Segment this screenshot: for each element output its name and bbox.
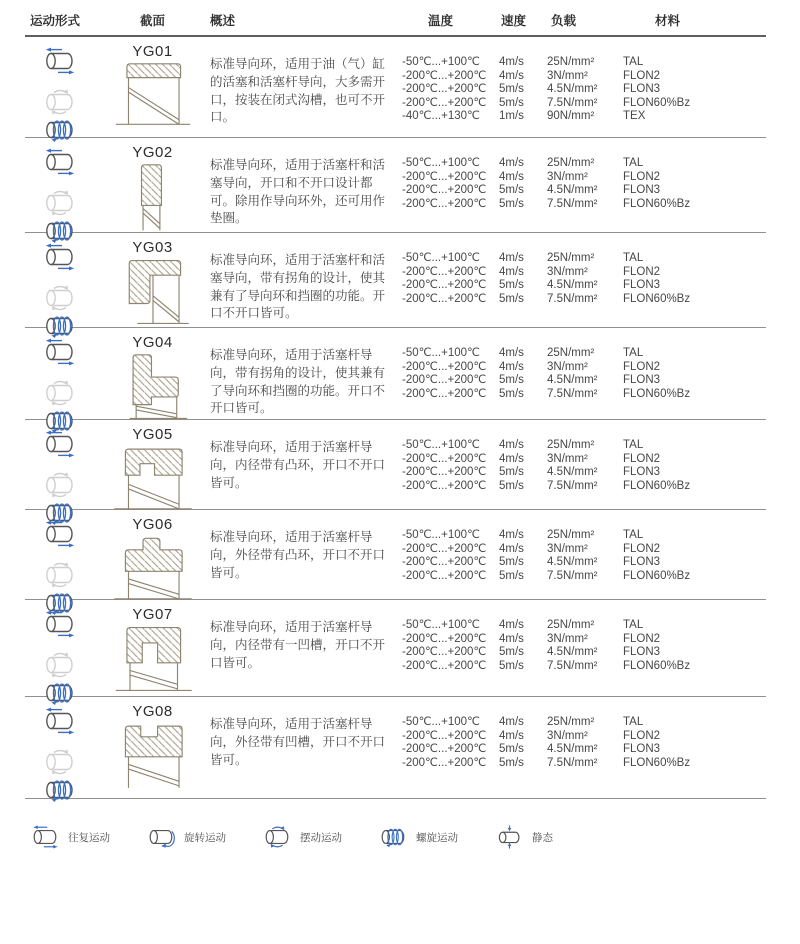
product-description: 标准导向环，适用于活塞杆导向，带有拐角的设计，使其兼有了导向环和挡圈的功能。开口不开口皆可。 (210, 348, 386, 416)
oscillating-motion-icon (42, 284, 78, 312)
spec-temperature: -200℃...+200℃ (402, 452, 487, 465)
motion-forms-cell (25, 239, 95, 340)
motion-forms-cell (25, 606, 95, 707)
spec-load: 90N/mm² (547, 110, 595, 122)
spec-speed: 5m/s (499, 83, 524, 95)
reciprocating-motion-icon (42, 243, 78, 271)
spec-line (402, 293, 766, 307)
oscillating-motion-icon (42, 471, 78, 499)
spec-load: 4.5N/mm² (547, 374, 598, 386)
spec-load: 4.5N/mm² (547, 184, 598, 196)
spec-material: FLON3 (623, 743, 661, 755)
spec-line (402, 633, 766, 647)
specs-cell (402, 239, 766, 340)
spec-material: FLON2 (623, 69, 661, 82)
spec-material: FLON2 (623, 265, 661, 278)
product-code: YG08 (132, 703, 173, 720)
product-row (25, 37, 766, 138)
spec-load: 25N/mm² (547, 157, 595, 169)
legend-item-label: 螺旋运动 (416, 831, 458, 844)
spec-load: 3N/mm² (547, 170, 588, 183)
oscillating-motion-icon (42, 189, 78, 217)
spec-line (402, 171, 766, 185)
spec-load: 7.5N/mm² (547, 756, 598, 769)
spec-temperature: -200℃...+200℃ (402, 360, 487, 373)
spec-temperature: -50℃...+100℃ (402, 439, 480, 451)
product-row (25, 233, 766, 328)
spec-material: FLON2 (623, 729, 661, 742)
spec-material: TAL (623, 439, 644, 451)
spec-material: TAL (623, 347, 644, 359)
spec-speed: 5m/s (499, 646, 524, 658)
spec-line (402, 529, 766, 543)
product-row (25, 510, 766, 600)
spec-material: FLON3 (623, 374, 661, 386)
spec-material: FLON60%Bz (623, 756, 691, 769)
spec-speed: 4m/s (499, 56, 524, 68)
spec-material: TAL (623, 716, 644, 728)
motion-forms-cell (25, 334, 95, 435)
motion-forms-cell (25, 43, 95, 144)
product-description: 标准导向环，适用于活塞杆导向，内径带有凸环，开口不开口皆可。 (210, 440, 386, 490)
spec-speed: 4m/s (499, 157, 524, 169)
spec-speed: 4m/s (499, 452, 524, 465)
spec-load: 7.5N/mm² (547, 479, 598, 492)
legend-item (378, 825, 458, 849)
spec-temperature: -200℃...+200℃ (402, 292, 487, 305)
oscillating-motion-icon (42, 88, 78, 116)
spec-material: TEX (623, 110, 646, 122)
specs-cell (402, 516, 766, 617)
spec-load: 3N/mm² (547, 265, 588, 278)
specs-cell (402, 43, 766, 144)
spec-line (402, 388, 766, 402)
column-header-motion: 运动形式 (30, 14, 81, 28)
cross-section-drawing (95, 720, 210, 792)
spec-temperature: -50℃...+100℃ (402, 56, 480, 68)
static-state-icon (494, 825, 525, 849)
spec-temperature: -200℃...+200℃ (402, 466, 487, 478)
spec-load: 3N/mm² (547, 360, 588, 373)
spec-line (402, 252, 766, 266)
spec-line (402, 570, 766, 584)
product-row (25, 600, 766, 697)
cross-section-cell (95, 606, 210, 707)
oscillating-motion-icon (262, 825, 293, 849)
spec-line (402, 556, 766, 570)
spec-material: FLON3 (623, 556, 661, 568)
spec-speed: 4m/s (499, 716, 524, 728)
spec-material: FLON2 (623, 452, 661, 465)
spec-speed: 4m/s (499, 632, 524, 645)
product-code: YG05 (132, 426, 173, 443)
reciprocating-motion-icon (42, 520, 78, 548)
spec-speed: 4m/s (499, 360, 524, 373)
spec-material: TAL (623, 529, 644, 541)
product-description: 标准导向环，适用于活塞杆和活塞导向，带有拐角的设计，使其兼有了导向环和挡圈的功能。开口不开口皆可。 (210, 253, 386, 321)
spec-line (402, 660, 766, 674)
spec-line (402, 716, 766, 730)
spec-temperature: -50℃...+100℃ (402, 252, 480, 264)
spec-load: 7.5N/mm² (547, 96, 598, 109)
cross-section-drawing (95, 351, 210, 423)
spec-material: FLON2 (623, 632, 661, 645)
spec-load: 7.5N/mm² (547, 659, 598, 672)
spec-load: 3N/mm² (547, 632, 588, 645)
cross-section-cell (95, 516, 210, 617)
spec-speed: 1m/s (499, 110, 524, 122)
spec-temperature: -50℃...+100℃ (402, 619, 480, 631)
spec-load: 25N/mm² (547, 619, 595, 631)
spec-material: FLON3 (623, 184, 661, 196)
specs-cell (402, 334, 766, 435)
spec-load: 25N/mm² (547, 347, 595, 359)
helical-motion-icon (42, 116, 78, 144)
cross-section-cell (95, 43, 210, 144)
spec-temperature: -200℃...+200℃ (402, 743, 487, 755)
spec-temperature: -200℃...+200℃ (402, 729, 487, 742)
spec-speed: 4m/s (499, 69, 524, 82)
spec-line (402, 480, 766, 494)
product-description: 标准导向环，适用于活塞杆和活塞导向，开口和不开口设计都可。除用作导向环外，还可用作垫圈。 (210, 158, 386, 226)
legend-item (262, 825, 342, 849)
reciprocating-motion-icon (42, 47, 78, 75)
specs-cell (402, 426, 766, 527)
spec-speed: 4m/s (499, 619, 524, 631)
product-code: YG02 (132, 144, 173, 161)
spec-speed: 5m/s (499, 756, 524, 769)
spec-temperature: -200℃...+200℃ (402, 756, 487, 769)
motion-forms-cell (25, 426, 95, 527)
spec-material: FLON2 (623, 542, 661, 555)
legend-item (146, 825, 226, 849)
cross-section-drawing (95, 623, 210, 695)
column-header-load: 负载 (551, 14, 577, 28)
spec-material: FLON3 (623, 646, 661, 658)
spec-temperature: -200℃...+200℃ (402, 659, 487, 672)
product-code: YG06 (132, 516, 173, 533)
spec-speed: 5m/s (499, 387, 524, 400)
spec-speed: 4m/s (499, 729, 524, 742)
spec-line (402, 157, 766, 171)
spec-line (402, 374, 766, 388)
spec-speed: 5m/s (499, 659, 524, 672)
rotary-motion-icon (146, 825, 177, 849)
spec-speed: 5m/s (499, 197, 524, 210)
spec-load: 7.5N/mm² (547, 387, 598, 400)
oscillating-motion-icon (42, 561, 78, 589)
spec-speed: 4m/s (499, 252, 524, 264)
spec-material: FLON60%Bz (623, 292, 691, 305)
cross-section-cell (95, 703, 210, 804)
spec-line (402, 743, 766, 757)
reciprocating-motion-icon (42, 338, 78, 366)
spec-line (402, 646, 766, 660)
cross-section-drawing (95, 60, 210, 132)
spec-speed: 4m/s (499, 347, 524, 359)
oscillating-motion-icon (42, 651, 78, 679)
spec-line (402, 184, 766, 198)
spec-material: FLON2 (623, 360, 661, 373)
spec-speed: 5m/s (499, 479, 524, 492)
spec-material: FLON60%Bz (623, 96, 691, 109)
spec-speed: 5m/s (499, 743, 524, 755)
cross-section-drawing (95, 443, 210, 515)
product-code: YG03 (132, 239, 173, 256)
column-header-temperature: 温度 (428, 14, 454, 28)
spec-load: 4.5N/mm² (547, 466, 598, 478)
spec-load: 3N/mm² (547, 452, 588, 465)
spec-speed: 4m/s (499, 542, 524, 555)
spec-line (402, 730, 766, 744)
spec-speed: 5m/s (499, 184, 524, 196)
table-header (25, 0, 766, 37)
motion-legend (30, 825, 800, 849)
spec-temperature: -40℃...+130℃ (402, 110, 480, 122)
spec-material: FLON2 (623, 170, 661, 183)
spec-line (402, 266, 766, 280)
spec-material: FLON60%Bz (623, 479, 691, 492)
spec-temperature: -200℃...+200℃ (402, 646, 487, 658)
spec-line (402, 543, 766, 557)
spec-temperature: -50℃...+100℃ (402, 716, 480, 728)
spec-line (402, 70, 766, 84)
spec-temperature: -200℃...+200℃ (402, 569, 487, 582)
spec-line (402, 110, 766, 124)
spec-load: 4.5N/mm² (547, 556, 598, 568)
legend-item (494, 825, 553, 849)
motion-forms-cell (25, 703, 95, 804)
spec-line (402, 757, 766, 771)
spec-speed: 4m/s (499, 529, 524, 541)
product-row (25, 697, 766, 799)
cross-section-cell (95, 144, 210, 245)
spec-load: 7.5N/mm² (547, 569, 598, 582)
spec-material: FLON60%Bz (623, 197, 691, 210)
spec-load: 25N/mm² (547, 252, 595, 264)
cross-section-cell (95, 426, 210, 527)
product-code: YG07 (132, 606, 173, 623)
spec-temperature: -200℃...+200℃ (402, 479, 487, 492)
spec-load: 3N/mm² (547, 729, 588, 742)
spec-line (402, 347, 766, 361)
spec-speed: 5m/s (499, 279, 524, 291)
spec-load: 25N/mm² (547, 56, 595, 68)
spec-temperature: -200℃...+200℃ (402, 170, 487, 183)
spec-load: 7.5N/mm² (547, 292, 598, 305)
legend-item (30, 825, 110, 849)
cross-section-drawing (95, 533, 210, 605)
product-row (25, 138, 766, 233)
spec-line (402, 439, 766, 453)
product-code: YG04 (132, 334, 173, 351)
legend-item-label: 静态 (532, 831, 553, 844)
legend-item-label: 旋转运动 (184, 831, 226, 844)
table-body (25, 37, 766, 799)
product-description: 标准导向环，适用于油（气）缸的活塞和活塞杆导向，大多需开口，按装在闭式沟槽，也可不开口。 (210, 57, 386, 125)
spec-temperature: -200℃...+200℃ (402, 279, 487, 291)
cross-section-drawing (95, 161, 210, 233)
spec-load: 4.5N/mm² (547, 646, 598, 658)
spec-line (402, 453, 766, 467)
motion-forms-cell (25, 144, 95, 245)
spec-temperature: -200℃...+200℃ (402, 374, 487, 386)
column-header-speed: 速度 (501, 14, 527, 28)
spec-temperature: -200℃...+200℃ (402, 197, 487, 210)
reciprocating-motion-icon (30, 825, 61, 849)
oscillating-motion-icon (42, 379, 78, 407)
spec-temperature: -50℃...+100℃ (402, 347, 480, 359)
helical-motion-icon (42, 776, 78, 804)
reciprocating-motion-icon (42, 610, 78, 638)
cross-section-cell (95, 334, 210, 435)
cross-section-drawing (95, 256, 210, 328)
product-description: 标准导向环，适用于活塞杆导向，内径带有一凹槽，开口不开口皆可。 (210, 620, 386, 670)
spec-load: 25N/mm² (547, 529, 595, 541)
spec-speed: 5m/s (499, 292, 524, 305)
spec-temperature: -200℃...+200℃ (402, 387, 487, 400)
spec-material: TAL (623, 619, 644, 631)
column-header-section: 截面 (139, 14, 165, 28)
spec-load: 4.5N/mm² (547, 83, 598, 95)
spec-load: 4.5N/mm² (547, 743, 598, 755)
spec-temperature: -200℃...+200℃ (402, 632, 487, 645)
guide-ring-table (25, 0, 766, 799)
legend-item-label: 往复运动 (68, 831, 110, 844)
spec-temperature: -50℃...+100℃ (402, 529, 480, 541)
spec-temperature: -200℃...+200℃ (402, 69, 487, 82)
spec-material: FLON60%Bz (623, 569, 691, 582)
spec-temperature: -200℃...+200℃ (402, 96, 487, 109)
specs-cell (402, 144, 766, 245)
spec-load: 25N/mm² (547, 439, 595, 451)
helical-motion-icon (378, 825, 409, 849)
spec-temperature: -200℃...+200℃ (402, 83, 487, 95)
spec-speed: 5m/s (499, 374, 524, 386)
spec-line (402, 619, 766, 633)
spec-line (402, 198, 766, 212)
spec-temperature: -200℃...+200℃ (402, 184, 487, 196)
spec-speed: 5m/s (499, 556, 524, 568)
spec-line (402, 279, 766, 293)
column-header-material: 材料 (655, 14, 681, 28)
product-description: 标准导向环，适用于活塞杆导向，外径带有凹槽，开口不开口皆可。 (210, 717, 386, 767)
spec-load: 7.5N/mm² (547, 197, 598, 210)
spec-speed: 4m/s (499, 265, 524, 278)
spec-load: 3N/mm² (547, 69, 588, 82)
spec-load: 3N/mm² (547, 542, 588, 555)
spec-line (402, 97, 766, 111)
spec-material: FLON60%Bz (623, 659, 691, 672)
spec-line (402, 56, 766, 70)
spec-speed: 4m/s (499, 170, 524, 183)
spec-material: FLON60%Bz (623, 387, 691, 400)
spec-material: FLON3 (623, 279, 661, 291)
spec-speed: 5m/s (499, 96, 524, 109)
oscillating-motion-icon (42, 748, 78, 776)
spec-temperature: -200℃...+200℃ (402, 265, 487, 278)
motion-forms-cell (25, 516, 95, 617)
product-row (25, 420, 766, 510)
cross-section-cell (95, 239, 210, 340)
product-code: YG01 (132, 43, 173, 60)
spec-load: 25N/mm² (547, 716, 595, 728)
specs-cell (402, 703, 766, 804)
legend-item-label: 摆动运动 (300, 831, 342, 844)
spec-line (402, 361, 766, 375)
reciprocating-motion-icon (42, 707, 78, 735)
reciprocating-motion-icon (42, 430, 78, 458)
spec-material: FLON3 (623, 83, 661, 95)
spec-material: TAL (623, 56, 644, 68)
column-header-overview: 概述 (210, 14, 236, 28)
spec-temperature: -50℃...+100℃ (402, 157, 480, 169)
spec-temperature: -200℃...+200℃ (402, 556, 487, 568)
spec-temperature: -200℃...+200℃ (402, 542, 487, 555)
spec-line (402, 466, 766, 480)
spec-material: TAL (623, 157, 644, 169)
spec-line (402, 83, 766, 97)
specs-cell (402, 606, 766, 707)
product-row (25, 328, 766, 420)
product-description: 标准导向环，适用于活塞杆导向，外径带有凸环，开口不开口皆可。 (210, 530, 386, 580)
spec-material: TAL (623, 252, 644, 264)
spec-speed: 5m/s (499, 569, 524, 582)
spec-speed: 4m/s (499, 439, 524, 451)
spec-speed: 5m/s (499, 466, 524, 478)
reciprocating-motion-icon (42, 148, 78, 176)
spec-material: FLON3 (623, 466, 661, 478)
spec-load: 4.5N/mm² (547, 279, 598, 291)
